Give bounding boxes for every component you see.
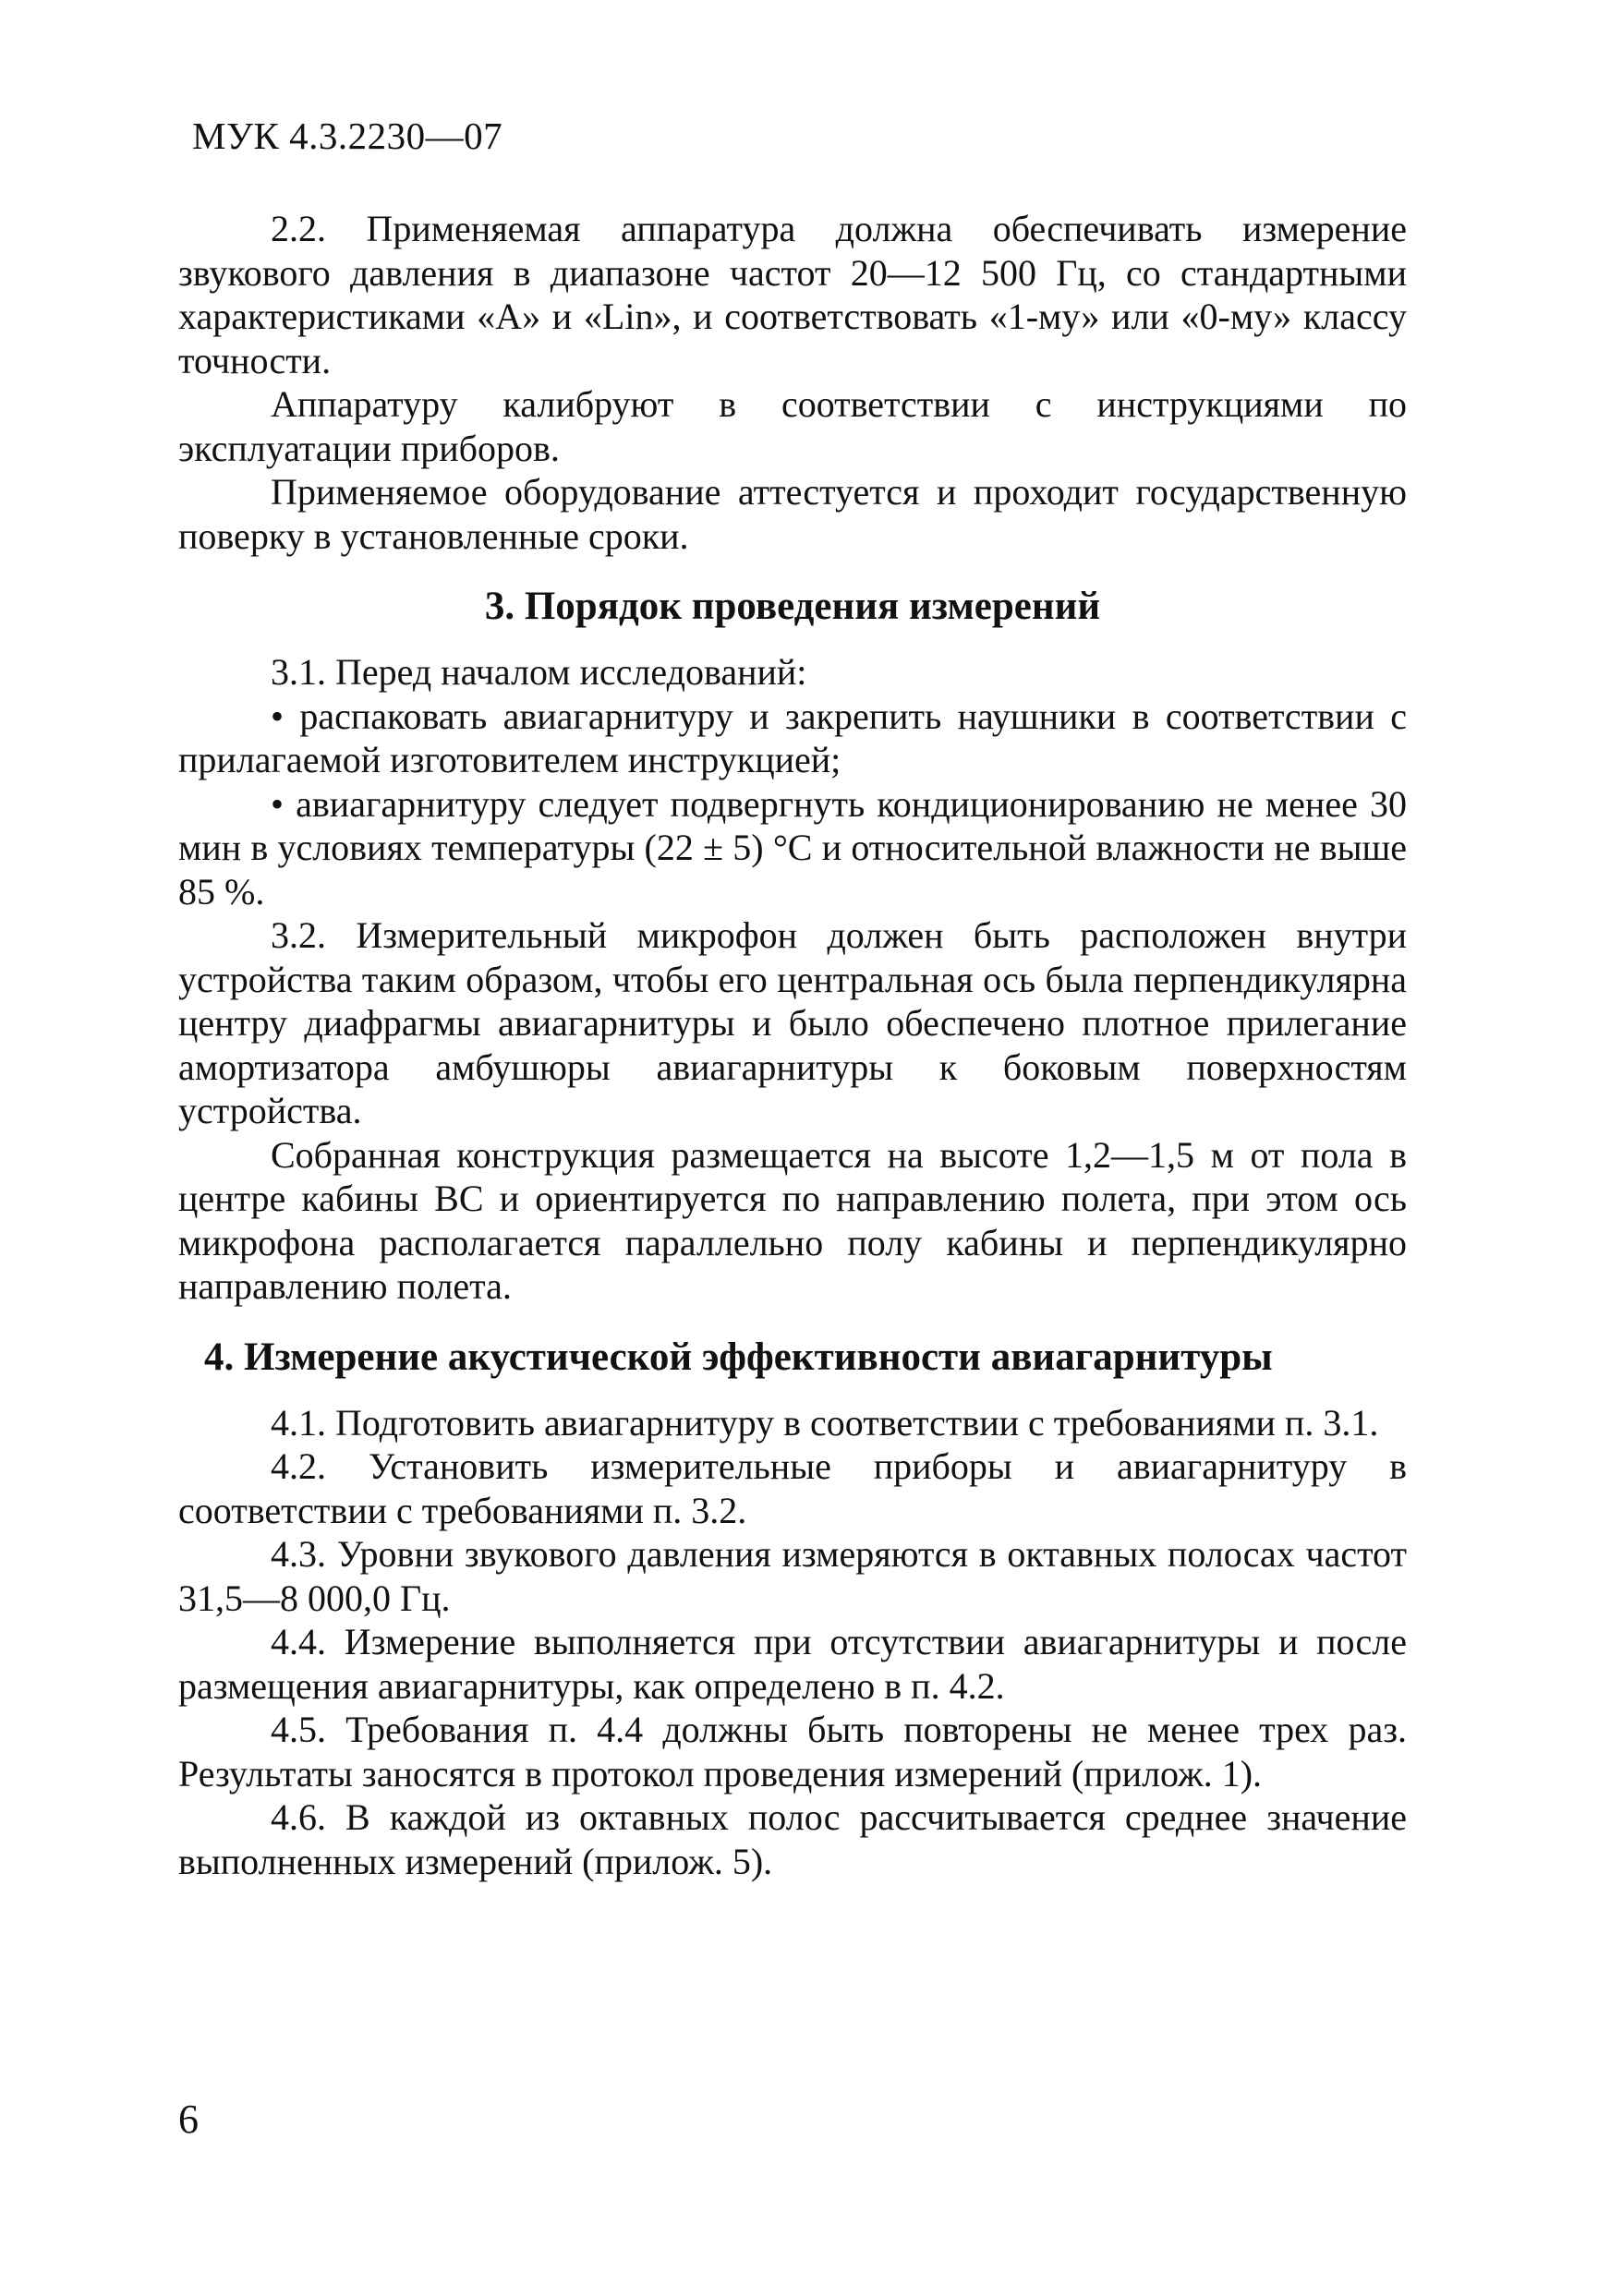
paragraph-4-2: 4.2. Установить измерительные приборы и авиагарнитуру в соответствии с требованиями п. 3.2. [178, 1445, 1407, 1531]
paragraph-4-3: 4.3. Уровни звукового давления измеряются в октавных полосах частот 31,5—8 000,0 Гц. [178, 1533, 1407, 1619]
paragraph-4-5: 4.5. Требования п. 4.4 должны быть повторены не менее трех раз. Результаты заносятся в протокол проведения измерений (прилож. 1). [178, 1709, 1407, 1795]
document-code-header: МУК 4.3.2230—07 [192, 115, 503, 157]
paragraph-4-1: 4.1. Подготовить авиагарнитуру в соответствии с требованиями п. 3.1. [271, 1401, 1379, 1444]
bullet-3-1-unpack: • распаковать авиагарнитуру и закрепить наушники в соответствии с прилагаемой изготовителем инструкцией; [178, 695, 1407, 780]
paragraph-2-2-calibration: Аппаратуру калибруют в соответствии с инструкциями по эксплуатации приборов. [178, 383, 1407, 469]
bullet-3-1-conditioning: • авиагарнитуру следует подвергнуть кондиционированию не менее 30 мин в условиях температуры (22 ± 5) °С и относительной влажности не выше 85 %. [178, 782, 1407, 912]
document-body [178, 207, 1407, 1883]
section-4-heading: 4. Измерение акустической эффективности авиагарнитуры [204, 1335, 1273, 1379]
paragraph-3-2: 3.2. Измерительный микрофон должен быть расположен внутри устройства таким образом, чтобы его центральная ось была перпендикулярна центру диафрагмы авиагарнитуры и было обеспечено плотное прилегание амортизатора амбушюры авиагарнитуры к боковым поверхностям устройства. [178, 914, 1407, 1131]
paragraph-2-2: 2.2. Применяемая аппаратура должна обеспечивать измерение звукового давления в диапазоне частот 20—12 500 Гц, со стандартными характеристиками «А» и «Lin», и соответствовать «1-му» или «0-му» классу точности. [178, 208, 1407, 381]
paragraph-3-2-placement: Собранная конструкция размещается на высоте 1,2—1,5 м от пола в центре кабины ВС и ориентируется по направлению полета, при этом ось микрофона располагается параллельно полу кабины и перпендикулярно направлению полета. [178, 1133, 1407, 1307]
paragraph-3-1: 3.1. Перед началом исследований: [271, 651, 807, 693]
paragraph-4-4: 4.4. Измерение выполняется при отсутствии авиагарнитуры и после размещения авиагарнитуры, как определено в п. 4.2. [178, 1621, 1407, 1707]
section-3-heading: 3. Порядок проведения измерений [484, 585, 1101, 628]
paragraph-2-2-certification: Применяемое оборудование аттестуется и проходит государственную поверку в установленные сроки. [178, 471, 1407, 557]
paragraph-4-6: 4.6. В каждой из октавных полос рассчитывается среднее значение выполненных измерений (прилож. 5). [178, 1796, 1407, 1882]
page-number: 6 [178, 2097, 199, 2142]
